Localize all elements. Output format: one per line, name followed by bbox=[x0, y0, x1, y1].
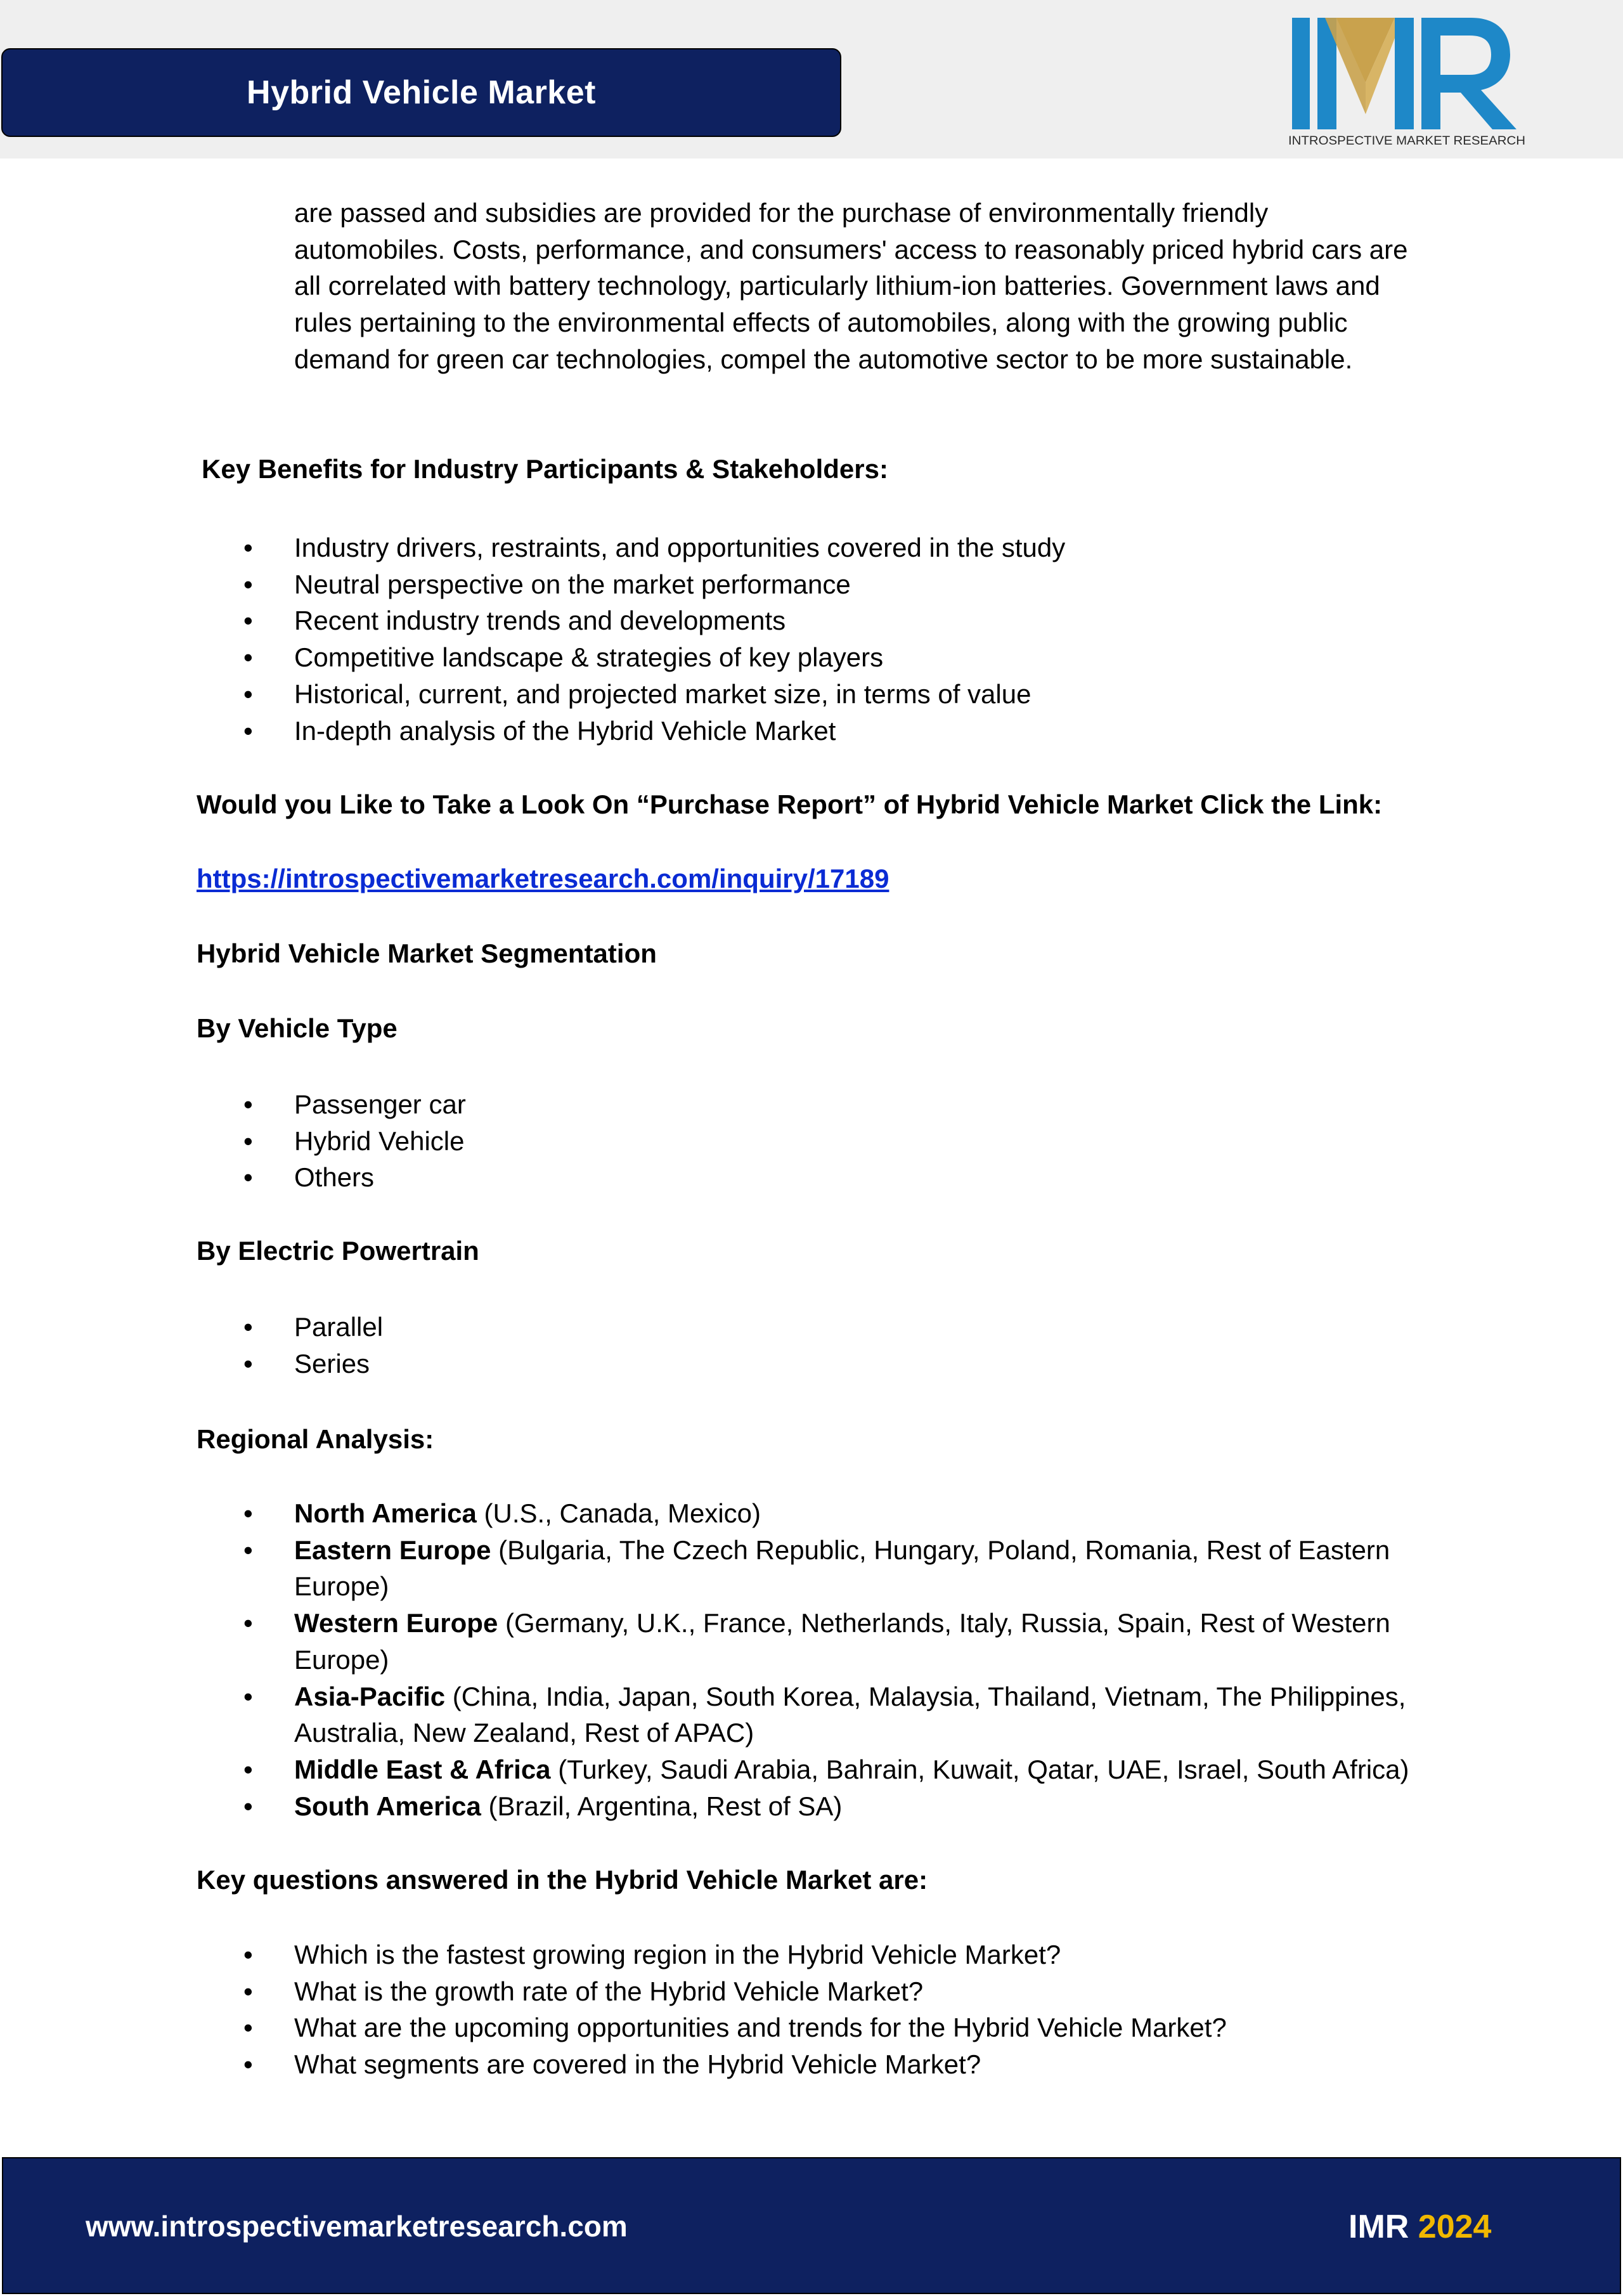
list-item: • Historical, current, and projected market size, in terms of value bbox=[294, 676, 1454, 713]
questions-heading: Key questions answered in the Hybrid Vehicle Market are: bbox=[197, 1865, 928, 1895]
list-item: • What are the upcoming opportunities and trends for the Hybrid Vehicle Market? bbox=[294, 2009, 1454, 2046]
region-detail: (China, India, Japan, South Korea, Malaysia, Thailand, Vietnam, The Philippines, Australia, New Zealand, Rest of APAC) bbox=[294, 1681, 1406, 1748]
region-name: North America bbox=[294, 1498, 477, 1528]
segmentation-heading: Hybrid Vehicle Market Segmentation bbox=[197, 938, 657, 968]
region-detail: (Turkey, Saudi Arabia, Bahrain, Kuwait, Qatar, UAE, Israel, South Africa) bbox=[550, 1754, 1409, 1784]
list-item bbox=[294, 1532, 1448, 1605]
list-item bbox=[294, 1605, 1448, 1678]
list-item: • What is the growth rate of the Hybrid Vehicle Market? bbox=[294, 1973, 1454, 2010]
list-item: • Passenger car bbox=[294, 1086, 1454, 1123]
footer-brand bbox=[1348, 2208, 1491, 2246]
regional-list bbox=[294, 1495, 1448, 1824]
logo-tagline: INTROSPECTIVE MARKET RESEARCH bbox=[1288, 134, 1525, 148]
list-item bbox=[294, 1495, 1448, 1532]
region-name: Eastern Europe bbox=[294, 1534, 491, 1565]
inquiry-link[interactable]: https://introspectivemarketresearch.com/inquiry/17189 bbox=[197, 864, 889, 893]
list-item bbox=[294, 1678, 1448, 1751]
list-item: • Industry drivers, restraints, and opportunities covered in the study bbox=[294, 529, 1454, 566]
region-detail: (Brazil, Argentina, Rest of SA) bbox=[481, 1791, 843, 1821]
footer-url[interactable]: www.introspectivemarketresearch.com bbox=[86, 2210, 628, 2243]
vehicle-type-list bbox=[294, 1086, 1454, 1196]
list-item: • Which is the fastest growing region in the Hybrid Vehicle Market? bbox=[294, 1936, 1454, 1973]
purchase-heading: Would you Like to Take a Look On “Purchase Report” of Hybrid Vehicle Market Click the Link: bbox=[197, 789, 1383, 819]
imr-logo bbox=[1287, 13, 1528, 152]
powertrain-heading: By Electric Powertrain bbox=[197, 1236, 479, 1266]
benefits-heading: Key Benefits for Industry Participants & Stakeholders: bbox=[202, 454, 888, 484]
list-item: • Others bbox=[294, 1159, 1454, 1196]
list-item: • In-depth analysis of the Hybrid Vehicle Market bbox=[294, 713, 1454, 749]
region-name: Middle East & Africa bbox=[294, 1754, 551, 1784]
powertrain-list bbox=[294, 1309, 1454, 1382]
list-item bbox=[294, 1751, 1448, 1788]
list-item: • Recent industry trends and developments bbox=[294, 602, 1454, 639]
regional-heading: Regional Analysis: bbox=[197, 1424, 434, 1454]
region-name: South America bbox=[294, 1791, 481, 1821]
title-banner bbox=[1, 48, 841, 137]
list-item: • Parallel bbox=[294, 1309, 1454, 1346]
region-detail: (Bulgaria, The Czech Republic, Hungary, Poland, Romania, Rest of Eastern Europe) bbox=[294, 1534, 1390, 1602]
footer-year: 2024 bbox=[1418, 2208, 1492, 2245]
footer-brand-name: IMR bbox=[1348, 2208, 1409, 2245]
region-detail: (U.S., Canada, Mexico) bbox=[476, 1498, 761, 1528]
list-item: • Competitive landscape & strategies of key players bbox=[294, 639, 1454, 676]
intro-paragraph: are passed and subsidies are provided for the purchase of environmentally friendly automobiles. Costs, performance, and consumers' access to reasonably priced hybrid cars are all correlated with battery technology, particularly lithium-ion batteries. Government laws and rules pertaining to the environmental effects of automobiles, along with the growing public demand for green car technologies, compel the automotive sector to be more sustainable. bbox=[294, 198, 1408, 374]
list-item: • What segments are covered in the Hybrid Vehicle Market? bbox=[294, 2046, 1454, 2083]
list-item bbox=[294, 1788, 1448, 1825]
vehicle-type-heading: By Vehicle Type bbox=[197, 1013, 398, 1043]
region-name: Western Europe bbox=[294, 1608, 498, 1638]
footer-band bbox=[2, 2157, 1621, 2294]
list-item: • Neutral perspective on the market performance bbox=[294, 566, 1454, 603]
list-item: • Series bbox=[294, 1346, 1454, 1382]
list-item: • Hybrid Vehicle bbox=[294, 1123, 1454, 1160]
questions-list bbox=[294, 1936, 1454, 2083]
region-detail: (Germany, U.K., France, Netherlands, Italy, Russia, Spain, Rest of Western Europe) bbox=[294, 1608, 1390, 1675]
region-name: Asia-Pacific bbox=[294, 1681, 446, 1711]
page-title: Hybrid Vehicle Market bbox=[247, 74, 596, 111]
benefits-list bbox=[294, 529, 1454, 749]
